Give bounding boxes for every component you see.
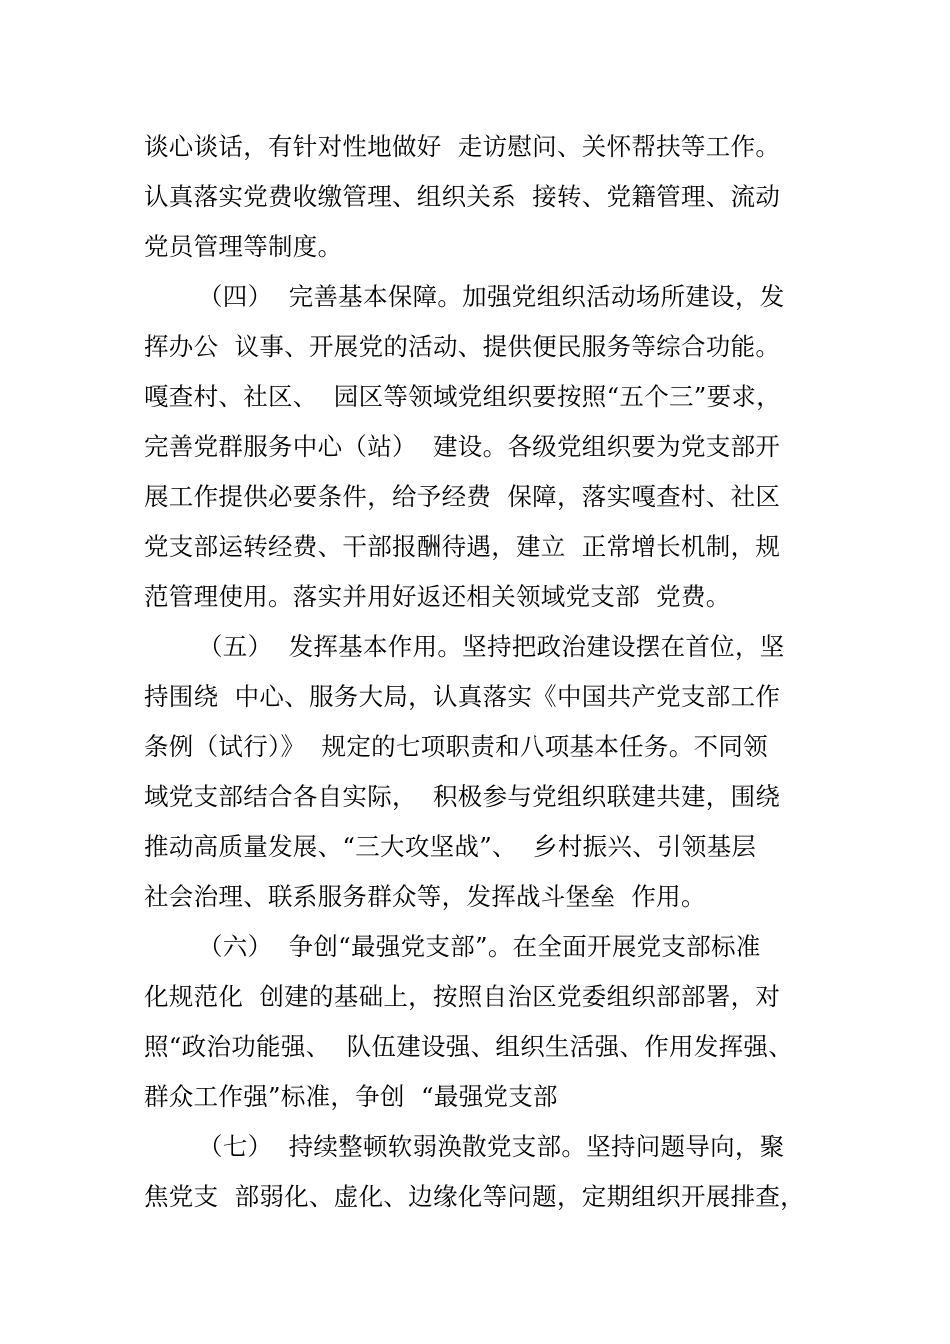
text-line: 域党支部结合各自实际， 积极参与党组织联建共建，围绕 bbox=[144, 782, 781, 811]
text-line: 展工作提供必要条件，给予经费 保障，落实嘎查村、社区 bbox=[144, 482, 781, 511]
section-five-heading-line: （五） 发挥基本作用。坚持把政治建设摆在首位，坚 bbox=[198, 632, 785, 661]
section-four-heading-line: （四） 完善基本保障。加强党组织活动场所建设，发 bbox=[198, 282, 785, 311]
text-line: 化规范化 创建的基础上，按照自治区党委组织部部署，对 bbox=[144, 982, 781, 1011]
text-line: 党支部运转经费、干部报酬待遇，建立 正常增长机制，规 bbox=[144, 532, 781, 561]
text-line: 社会治理、联系服务群众等，发挥战斗堡垒 作用。 bbox=[144, 882, 706, 911]
text-line: 党员管理等制度。 bbox=[144, 232, 343, 261]
text-line: 挥办公 议事、开展党的活动、提供便民服务等综合功能。 bbox=[144, 332, 781, 361]
text-line: 范管理使用。落实并用好返还相关领域党支部 党费。 bbox=[144, 582, 731, 611]
text-line: 完善党群服务中心（站） 建设。各级党组织要为党支部开 bbox=[144, 432, 781, 461]
text-line: 认真落实党费收缴管理、组织关系 接转、党籍管理、流动 bbox=[144, 182, 781, 211]
text-line: 谈心谈话，有针对性地做好 走访慰问、关怀帮扶等工作。 bbox=[144, 132, 781, 161]
text-line: 持围绕 中心、服务大局，认真落实《中国共产党支部工作 bbox=[144, 682, 781, 711]
text-line: 焦党支 部弱化、虚化、边缘化等问题，定期组织开展排查， bbox=[144, 1182, 805, 1211]
text-line: 群众工作强”标准，争创 “最强党支部 bbox=[144, 1082, 558, 1111]
text-line: 推动高质量发展、“三大攻坚战”、 乡村振兴、引领基层 bbox=[144, 832, 757, 861]
text-line: 照“政治功能强、 队伍建设强、组织生活强、作用发挥强、 bbox=[144, 1032, 793, 1061]
section-six-heading-line: （六） 争创“最强党支部”。在全面开展党支部标准 bbox=[198, 932, 761, 961]
section-seven-heading-line: （七） 持续整顿软弱涣散党支部。坚持问题导向，聚 bbox=[198, 1132, 785, 1161]
text-line: 条例（试行）》 规定的七项职责和八项基本任务。不同领 bbox=[144, 732, 768, 761]
text-line: 嘎查村、社区、 园区等领域党组织要按照“五个三”要求， bbox=[144, 382, 782, 411]
document-body bbox=[144, 122, 844, 1222]
